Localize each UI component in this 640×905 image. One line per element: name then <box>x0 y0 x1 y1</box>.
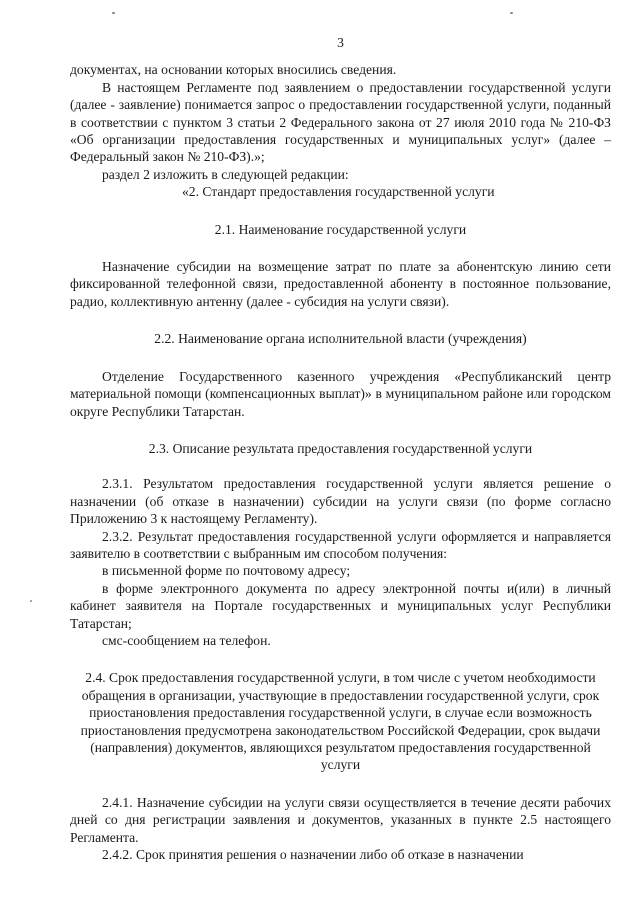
paragraph-postal: в письменной форме по почтовому адресу; <box>102 563 351 579</box>
scan-speck <box>510 12 513 14</box>
paragraph-definition: В настоящем Регламенте под заявлением о предоставлении государственной услуги (далее - заявление) понимается запрос о предоставлении государственной услуги, поданный в соответствии с пунктом 3 статьи 2 Федерального закона от 27 июля 2010 года № 210-ФЗ «Об организации предоставления государственных и муниципальных услуг» (далее – Федеральный закон № 210-ФЗ).»; <box>70 79 611 165</box>
paragraph-2-4-2: 2.4.2. Срок принятия решения о назначении либо об отказе в назначении <box>102 847 524 863</box>
paragraph-electronic: в форме электронного документа по адресу электронной почты и(или) в личный кабинет заявителя на Портале государственных и муниципальных услуг Республики Татарстан; <box>70 580 611 631</box>
heading-2-1: 2.1. Наименование государственной услуги <box>214 221 467 237</box>
paragraph-2-3-2: 2.3.2. Результат предоставления государственной услуги оформляется и направляется заявителю в соответствии с выбранным им способом получения: <box>70 528 611 561</box>
heading-2-4: 2.4. Срок предоставления государственной услуги, в том числе с учетом необходимости обращения в организации, участвующие в предоставлении государственной услуги, срок приостановления предоставления государственной услуги, в случае если возможность приостановления предусмотрена законодательством Российской Федерации, срок выдачи (направления) документов, являющихся результатом предоставления государственной услуги <box>80 670 601 773</box>
heading-2-2: 2.2. Наименование органа исполнительной власти (учреждения) <box>154 331 527 347</box>
paragraph-section-intro: раздел 2 изложить в следующей редакции: <box>102 166 349 182</box>
paragraph-authority: Отделение Государственного казенного учреждения «Республиканский центр материальной помощи (компенсационных выплат)» в муниципальном районе или городском округе Республики Татарстан. <box>70 368 611 419</box>
paragraph-continuation: документах, на основании которых вносились сведения. <box>70 62 397 78</box>
scan-speck <box>30 600 32 602</box>
paragraph-sms: смс-сообщением на телефон. <box>102 632 271 648</box>
section-2-title: «2. Стандарт предоставления государственной услуги <box>182 184 495 200</box>
paragraph-2-3-1: 2.3.1. Результатом предоставления государственной услуги является решение о назначении (об отказе в назначении) субсидии на услуги связи (по форме согласно Приложению 3 к настоящему Регламенту). <box>70 476 611 527</box>
paragraph-2-4-1: 2.4.1. Назначение субсидии на услуги связи осуществляется в течение десяти рабочих дней со дня регистрации заявления и документов, указанных в пункте 2.5 настоящего Регламента. <box>70 794 611 845</box>
paragraph-service-name: Назначение субсидии на возмещение затрат по плате за абонентскую линию сети фиксированной телефонной связи, предоставленной абоненту в постоянное пользование, радио, коллективную антенну (далее - субсидия на услуги связи). <box>70 259 611 309</box>
page-number: 3 <box>337 35 344 50</box>
scan-speck <box>112 12 115 14</box>
heading-2-3: 2.3. Описание результата предоставления государственной услуги <box>148 440 533 456</box>
